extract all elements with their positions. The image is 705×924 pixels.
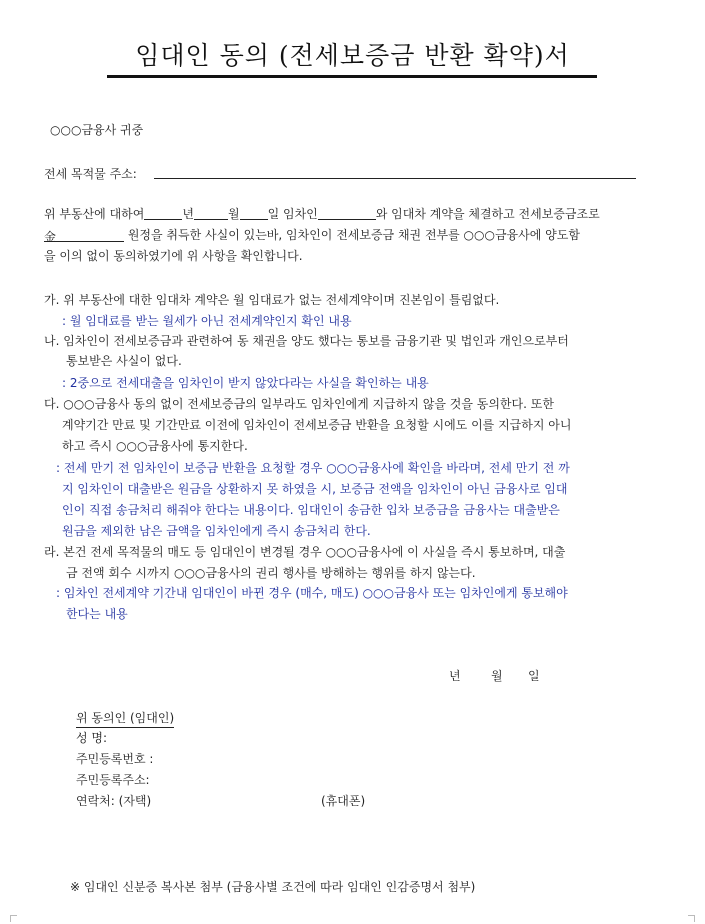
intro-year: 년 [182,207,194,221]
sign-date-day: 일 [528,669,540,683]
item-c-note-line-2: 지 임차인이 대출받은 원금을 상환하지 못 하였을 시, 보증금 전액을 임차인이 아닌 금융사로 임대 [62,482,568,496]
tenant-name-blank[interactable] [318,206,376,220]
item-b-line-1: 나. 임차인이 전세보증금과 관련하여 동 채권을 양도 했다는 통보를 금융기관 및 법인과 개인으로부터 [44,334,569,348]
title-underline [107,75,597,78]
signer-mobile-label: (휴대폰) [321,794,366,808]
item-d-line-2: 금 전액 회수 시까지 ○○○금융사의 권리 행사를 방해하는 행위를 하지 않는다. [66,566,476,580]
amount-prefix: 金 [44,230,57,244]
item-c-note-line-1: : 전세 만기 전 임차인이 보증금 반환을 요청할 경우 ○○○금융사에 확인을 바라며, 전세 만기 전 까 [56,461,570,475]
page-corner-mark-right [688,915,695,922]
intro-text-1: 위 부동산에 대하여 [44,207,145,221]
item-c-line-1: 다. ○○○금융사 동의 없이 전세보증금의 일부라도 임차인에게 지급하지 않을 것을 동의한다. 또한 [44,397,554,411]
year-blank[interactable] [144,206,182,220]
intro-line-2 [44,226,580,243]
item-a: 가. 위 부동산에 대한 임대차 계약은 월 임대료가 없는 전세계약이며 진본임이 틀림없다. [44,293,500,307]
item-c-note-line-3: 인이 직접 송금처리 해줘야 한다는 내용이다. 임대인이 송금한 입차 보증금을 금융사는 대출받은 [62,503,560,517]
item-a-note: : 월 임대료를 받는 월세가 아닌 전세계약인지 확인 내용 [62,314,352,328]
address-blank-line[interactable] [154,178,636,179]
item-d-note-line-1: : 임차인 전세계약 기간내 임대인이 바뀐 경우 (매수, 매도) ○○○금융사 또는 임차인에게 통보해야 [56,586,568,600]
month-blank[interactable] [194,206,228,220]
intro-line-1 [44,205,600,222]
item-d-note-line-2: 한다는 내용 [66,607,128,621]
item-c-note-line-4: 원금을 제외한 남은 금액을 임차인에게 즉시 송금처리 한다. [62,524,371,538]
signer-address-label: 주민등록주소: [76,773,150,787]
intro-text-2: 임차인 [282,207,318,221]
address-label: 전세 목적물 주소: [44,167,137,181]
recipient: ○○○금융사 귀중 [50,123,144,137]
intro-line-3: 을 이의 없이 동의하였기에 위 사항을 확인합니다. [44,249,303,263]
signer-heading: 위 동의인 (임대인) [76,709,174,728]
intro-text-3: 와 임대차 계약을 체결하고 전세보증금조로 [375,207,600,221]
document-title: 임대인 동의 (전세보증금 반환 확약)서 [135,41,570,70]
intro-line-2-text: 원정을 취득한 사실이 있는바, 임차인이 전세보증금 채권 전부를 ○○○금융사에 양도함 [127,228,580,242]
day-blank[interactable] [240,206,268,220]
item-c-line-2: 계약기간 만료 및 기간만료 이전에 임차인이 전세보증금 반환을 요청할 시에도 이를 지급하지 아니 [62,418,572,432]
signer-id-label: 주민등록번호 : [76,752,154,766]
intro-month: 월 [227,207,240,221]
signer-contact-label: 연락처: (자택) [76,794,152,808]
sign-date-month: 월 [491,669,503,683]
item-c-line-3: 하고 즉시 ○○○금융사에 통지한다. [62,439,248,453]
item-b-line-2: 통보받은 사실이 없다. [66,354,182,368]
amount-blank[interactable] [44,228,124,242]
item-d-line-1: 라. 본건 전세 목적물의 매도 등 임대인이 변경될 경우 ○○○금융사에 이 사실을 즉시 통보하며, 대출 [44,545,566,559]
signer-name-label: 성 명: [76,731,108,745]
sign-date-year: 년 [449,669,461,683]
page-corner-mark-left [10,915,17,922]
intro-day: 일 [267,207,280,221]
item-b-note: : 2중으로 전세대출을 임차인이 받지 않았다라는 사실을 확인하는 내용 [62,376,429,390]
footnote: ※ 임대인 신분증 복사본 첨부 (금융사별 조건에 따라 임대인 인감증명서 첨부) [70,880,476,894]
